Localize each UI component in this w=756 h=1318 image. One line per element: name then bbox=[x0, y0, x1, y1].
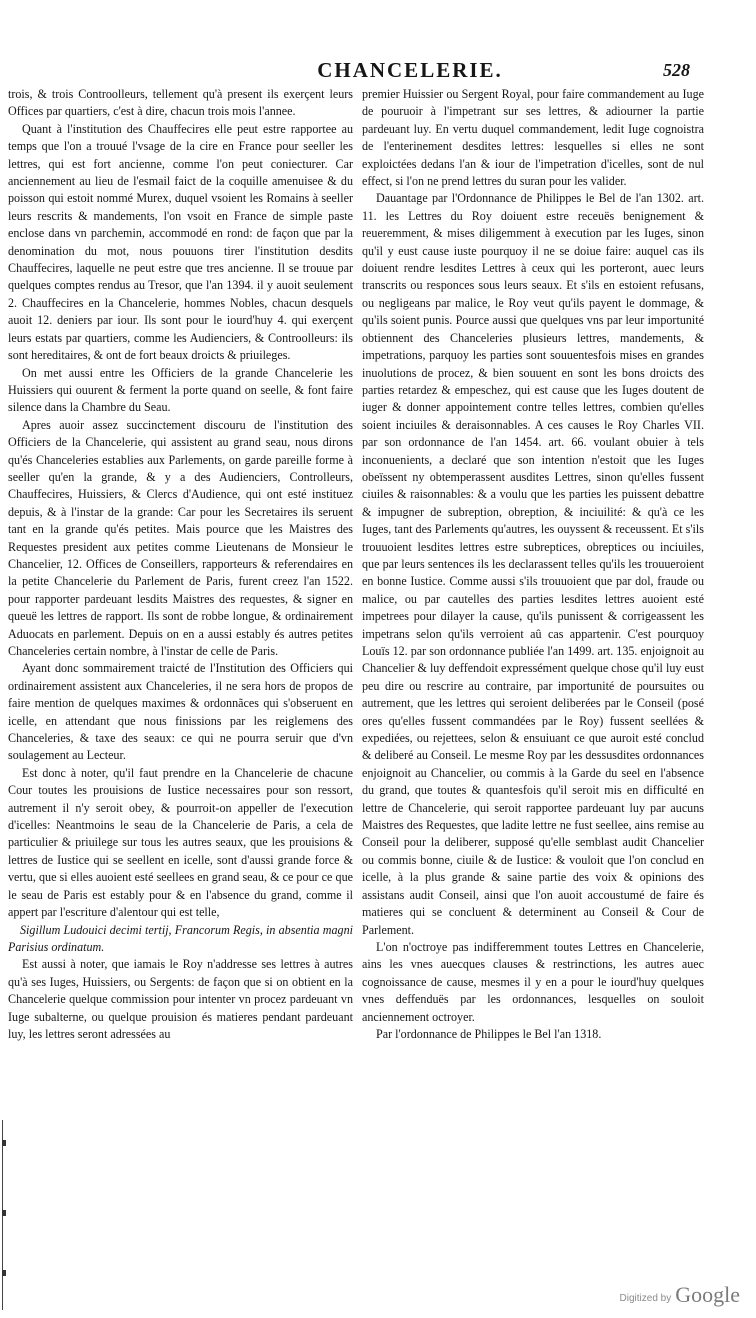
paragraph: On met aussi entre les Officiers de la grande Chancelerie les Huissiers qui ouurent & ferment la porte quand on seelle, & font faire silence dans la Chambre du Seau. bbox=[8, 365, 353, 415]
paragraph: Ayant donc sommairement traicté de l'Institution des Officiers qui ordinairement assistent aux Chanceleries, il ne sera hors de propos de faire mention de quelques maximes & ordonnãces qui s'obseruent en icelle, en attendant que nous finissions par les reiglemens des Chanceleries, & taxe des seaux: ce qui ne pourra seruir que d'vn soulagement au Lecteur. bbox=[8, 661, 353, 763]
paragraph: Apres auoir assez succinctement discouru de l'institution des Officiers de la Chancelerie, qui assistent au grand seau, nous dirons qu'és Chanceleries establies aux Parlements, on garde pareille forme à seeller qu'en la grande, & y a des Audienciers, Controlleurs, Chauffecires, Huissiers, & Clercs d'Audience, qui ont esté instituez depuis, & à l'instar de la grande: Car pour les Secretaires ils seruent tant en la grande qu'és petites. Mais pource que les Maistres des Requestes president aux petites comme Lieutenans de Monsieur le Chancelier, 12. Offices de Conseillers, rapporteurs & referendaires en la petite Chancelerie du Parlement de Paris, furent creez l'an 1522. pour rapporter pardeuant lesdits Maistres des requestes, & signer en queuë les lettres de rapport. Ils sont de robbe longue, & ordinairement Aduocats en parlement. Depuis on en a aussi estably és autres petites Chanceleries certain nombre, à l'instar de celle de Paris. bbox=[8, 417, 353, 658]
page-number: 528 bbox=[663, 60, 690, 80]
paragraph: Est aussi à noter, que iamais le Roy n'addresse ses lettres à autres qu'à ses Iuges, Huissiers, ou Sergents: de façon que si on obtient en la Chancelerie quelque commission pour intenter vn procez pardeuant vn Iuge subalterne, ou quelque prouision és matieres pendant pardeuant luy, les lettres seront adressées au bbox=[8, 957, 353, 1041]
paragraph: premier Huissier ou Sergent Royal, pour faire commandement au Iuge de pouruoir à l'impetrant sur ses lettres, & adiourner la partie pardeuant luy. En vertu duquel commandement, ledit Iuge cognoistra de l'enterinement desdites lettres: lesquelles si elles ne sont exploictées dedans l'an & iour de l'impetration d'icelles, sont de nul effect, si l'on ne prend lettres du suran pour les valider. bbox=[362, 87, 704, 189]
paragraph: Quant à l'institution des Chauffecires elle peut estre rapportee au temps que l'on a trouué l'vsage de la cire en France pour seeller les lettres, qui est fort ancienne, comme l'on peut coniecturer. Car anciennement au lieu de l'esmail faict de la coquille amenuisee & du poisson qui estoit nommé Murex, duquel vsoient les Romains à seeller leurs rescrits & mandements, l'on vsoit en France de simple paste enclose dans vn parchemin, accommodé en rond: de façon que par la denomination du mot, nous pouuons tirer l'institution desdits Chauffecires, laquelle ne peut estre que tres ancienne. Il se trouue par quelques comptes rendus au Tresor, que l'an 1394. il y auoit seulement 2. Chauffecires en la Chancelerie, hommes Nobles, chacun desquels auoit 12. deniers par iour. Ils sont pour le iourd'huy 4. qui exerçent leurs estats par quartiers, comme les Audienciers, & Controolleurs: ils sont hereditaires, & ont de fort beaux droicts & priuileges. bbox=[8, 121, 353, 363]
watermark-prefix: Digitized by bbox=[619, 1293, 672, 1304]
margin-tick bbox=[2, 1270, 6, 1276]
running-title: CHANCELERIE. bbox=[317, 58, 503, 82]
paragraph: L'on n'octroye pas indifferemment toutes Lettres en Chancelerie, ains les vnes auecques clauses & restrinctions, les autres auec cognoissance de cause, mesmes il y en a pour le iourd'huy quelques vnes deffenduës par les ordonnances, lesquelles on souloit anciennement octroyer. bbox=[362, 939, 704, 1024]
margin-tick bbox=[2, 1210, 6, 1216]
seal-inscription: Sigillum Ludouici decimi tertij, Francorum Regis, in absentia magni Parisius ordinatum. bbox=[8, 922, 353, 954]
margin-tick bbox=[2, 1140, 6, 1146]
page-header bbox=[150, 58, 690, 86]
margin-rule bbox=[2, 1120, 3, 1310]
left-column bbox=[8, 86, 353, 1043]
paragraph: Par l'ordonnance de Philippes le Bel l'an 1318. bbox=[376, 1026, 602, 1041]
digitized-watermark bbox=[620, 1284, 740, 1308]
watermark-brand: Google bbox=[675, 1282, 740, 1307]
paragraph: Dauantage par l'Ordonnance de Philippes le Bel de l'an 1302. art. 11. les Lettres du Roy doiuent estre receuës benignement & reueremment, & mises diligemment à execution par les Iuges, sinon qu'il y eust cause iuste pourquoy il ne se doiue faire: auquel cas ils doiuent rendre lesdites Lettres à ceux qui les porteront, auec leurs transcrits ou responces sous leurs seaux. Et s'ils en estoient refusans, ou negligeans par malice, le Roy veut qu'ils payent le dommage, & qu'ils soient punis. Pource aussi que quelques vns par leur importunité obtiennent des Chanceleries plusieurs lettres, mandements, & impetrations, parquoy les parties sont souuentesfois mises en grandes inuolutions de procez, & bien souuent en sont les bons droicts des parties retardez & empeschez, qui est cause que les Iuges doutent de iuger & donner appointement contre telles lettres, combien qu'elles soient inciuiles & deraisonnables. A ces causes le Roy Charles VII. par son ordonnance de l'an 1454. art. 66. voulant obuier à tels inconuenients, a declaré que son intention n'estoit que les Iuges obeïssent ny obtemperassent ausdites Lettres, sinon qu'elles fussent ciuiles & raisonnables: & a voulu que les parties les puissent debattre & impugner de subreption, obreption, & inciuilité: & qu'à ce les Iuges, tant des Parlements qu'autres, les ouyssent & receussent. Et s'ils trouuoient lesdites lettres estre subreptices, obreptices ou inciuiles, que par leurs sentences ils les declarassent telles qu'ils les trouueroient en bonne Iustice. Comme aussi s'ils trouuoient que par dol, fraude ou malice, ou par cautelles des parties lesdites lettres auoient esté impetrees pour dilayer la cause, qu'ils punissent & corrigeassent les impetrans selon qu'ils verroient aû cas appartenir. C'est pourquoy Louïs 12. par son ordonnance publiée l'an 1499. art. 135. enjoignoit au Chancelier & luy deffendoit expressément quelque chose qu'il luy eust peu dire ou rescrire au contraire, par importunité de poursuites ou autrement, que les lettres qui seroient deliberées par le Conseil (posé ores qu'elles fussent commandées par le Roy) fussent seellées & expediées, ou rejettees, selon & ensuiuant ce que auroit esté conclud & deliberé au Conseil. Le mesme Roy par les dessusdites ordonnances enjoignoit au Chancelier, ou commis à la Garde du seel en l'absence du grand, que toutes & quantesfois qu'il seroit mis en difficulté en lettre de Chancelerie, qui seroit rapportee pardeuant luy par aucuns Maistres des Requestes, que ladite lettre ne fust seellee, ains remise au Conseil pour la deliberer, supposé qu'elle semblast audit Chancelier ou commis bonne, ciuile & de Iustice: & vouloit que l'on conclud en icelle, à la plus grande & saine partie des voix & opinions des assistans audit Conseil, ainsi que l'on auoit accoustumé de faire és matieres qui se concluent & determinent au Conseil & Cour de Parlement. bbox=[362, 191, 704, 937]
right-column bbox=[362, 86, 704, 1043]
paragraph: trois, & trois Controolleurs, tellement qu'à present ils exerçent leurs Offices par quartiers, c'est à dire, chacun trois mois l'annee. bbox=[8, 87, 353, 119]
paragraph: Est donc à noter, qu'il faut prendre en la Chancelerie de chacune Cour toutes les prouisions de Iustice necessaires pour son ressort, autrement il n'y seroit obey, & pourroit-on appeller de l'execution d'icelles: Neantmoins le seau de la Chancelerie de Paris, a cela de particulier & priuilege sur tous les autres seaux, que les prouisions & lettres de Iustice qui se seellent en icelle, sont d'aussi grande force & vertu, que si elles auoient esté seellees en grand seau, & ce pour ce que le seau de Paris est estably pour & en l'absence du grand, comme il appert par l'escriture d'alentour qui est telle, bbox=[8, 765, 353, 920]
